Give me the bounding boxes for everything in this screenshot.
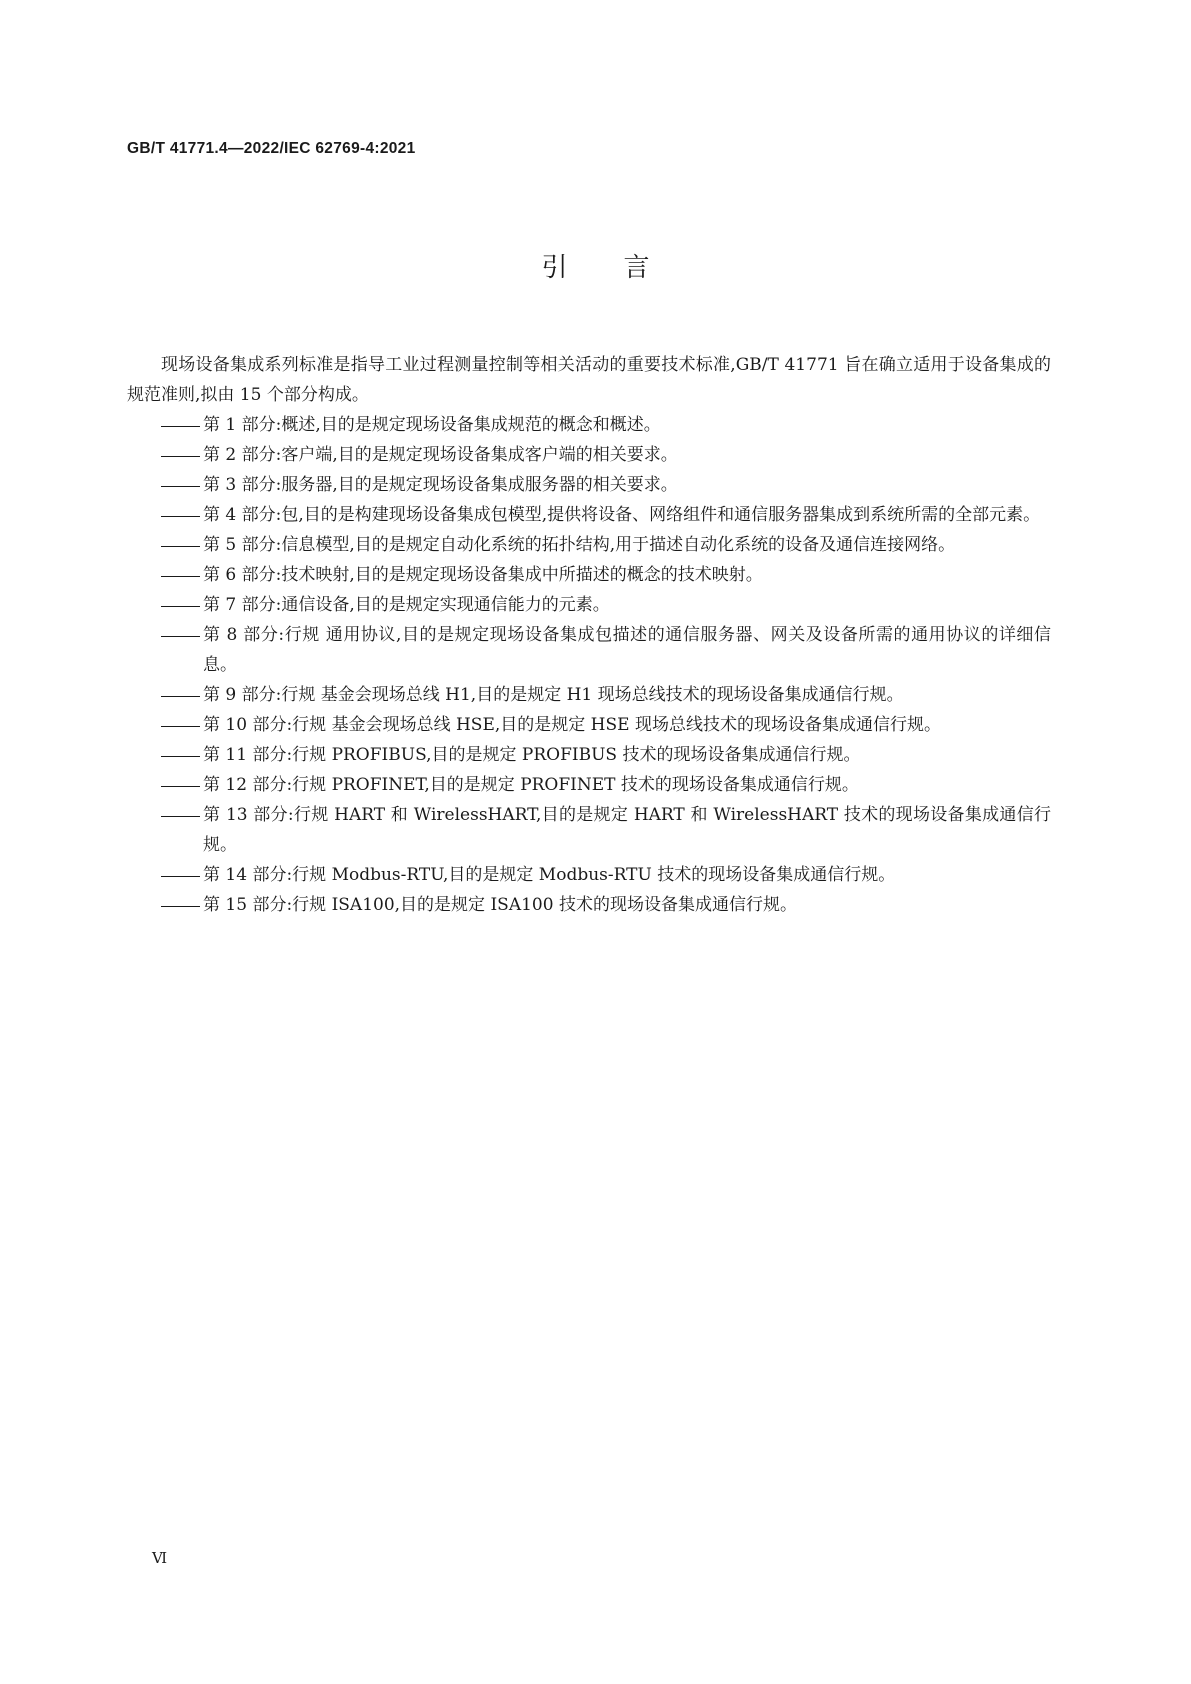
part-description: 第 6 部分:技术映射,目的是规定现场设备集成中所描述的概念的技术映射。	[203, 565, 763, 585]
em-dash-bullet	[161, 680, 203, 710]
page-title: 引言	[541, 253, 706, 283]
part-description: 第 12 部分:行规 PROFINET,目的是规定 PROFINET 技术的现场设备集成通信行规。	[203, 775, 859, 795]
part-description: 第 10 部分:行规 基金会现场总线 HSE,目的是规定 HSE 现场总线技术的现场设备集成通信行规。	[203, 715, 941, 735]
list-item	[127, 560, 1051, 590]
parts-list	[127, 410, 1051, 920]
em-dash-bullet	[161, 800, 203, 830]
part-description: 第 2 部分:客户端,目的是规定现场设备集成客户端的相关要求。	[203, 445, 678, 465]
em-dash-bullet	[161, 740, 203, 770]
part-description: 第 14 部分:行规 Modbus-RTU,目的是规定 Modbus-RTU 技术的现场设备集成通信行规。	[203, 865, 896, 885]
list-item	[127, 680, 1051, 710]
standard-number-header: GB/T 41771.4—2022/IEC 62769-4:2021	[127, 140, 416, 157]
part-description: 第 7 部分:通信设备,目的是规定实现通信能力的元素。	[203, 595, 610, 615]
list-item	[127, 440, 1051, 470]
em-dash-bullet	[161, 770, 203, 800]
list-item	[127, 410, 1051, 440]
part-description: 第 15 部分:行规 ISA100,目的是规定 ISA100 技术的现场设备集成通信行规。	[203, 895, 797, 915]
em-dash-bullet	[161, 620, 203, 650]
em-dash-bullet	[161, 440, 203, 470]
intro-paragraph: 现场设备集成系列标准是指导工业过程测量控制等相关活动的重要技术标准,GB/T 41771 旨在确立适用于设备集成的规范准则,拟由 15 个部分构成。	[127, 355, 1051, 405]
em-dash-bullet	[161, 710, 203, 740]
em-dash-bullet	[161, 410, 203, 440]
list-item	[127, 710, 1051, 740]
em-dash-bullet	[161, 500, 203, 530]
em-dash-bullet	[161, 470, 203, 500]
list-item	[127, 890, 1051, 920]
part-description: 第 9 部分:行规 基金会现场总线 H1,目的是规定 H1 现场总线技术的现场设备集成通信行规。	[203, 685, 904, 705]
list-item	[127, 530, 1051, 560]
part-description: 第 8 部分:行规 通用协议,目的是规定现场设备集成包描述的通信服务器、网关及设备所需的通用协议的详细信息。	[203, 625, 1051, 675]
list-item	[127, 500, 1051, 530]
list-item	[127, 740, 1051, 770]
list-item	[127, 860, 1051, 890]
part-description: 第 11 部分:行规 PROFIBUS,目的是规定 PROFIBUS 技术的现场设备集成通信行规。	[203, 745, 861, 765]
em-dash-bullet	[161, 560, 203, 590]
list-item	[127, 470, 1051, 500]
part-description: 第 1 部分:概述,目的是规定现场设备集成规范的概念和概述。	[203, 415, 661, 435]
list-item	[127, 800, 1051, 860]
document-body	[127, 350, 1051, 920]
page-number: Ⅵ	[152, 1549, 168, 1567]
list-item	[127, 770, 1051, 800]
em-dash-bullet	[161, 860, 203, 890]
list-item	[127, 620, 1051, 680]
part-description: 第 3 部分:服务器,目的是规定现场设备集成服务器的相关要求。	[203, 475, 678, 495]
part-description: 第 13 部分:行规 HART 和 WirelessHART,目的是规定 HART 和 WirelessHART 技术的现场设备集成通信行规。	[203, 805, 1051, 855]
part-description: 第 4 部分:包,目的是构建现场设备集成包模型,提供将设备、网络组件和通信服务器集成到系统所需的全部元素。	[203, 505, 1041, 525]
list-item	[127, 590, 1051, 620]
part-description: 第 5 部分:信息模型,目的是规定自动化系统的拓扑结构,用于描述自动化系统的设备及通信连接网络。	[203, 535, 956, 555]
em-dash-bullet	[161, 590, 203, 620]
em-dash-bullet	[161, 530, 203, 560]
em-dash-bullet	[161, 890, 203, 920]
